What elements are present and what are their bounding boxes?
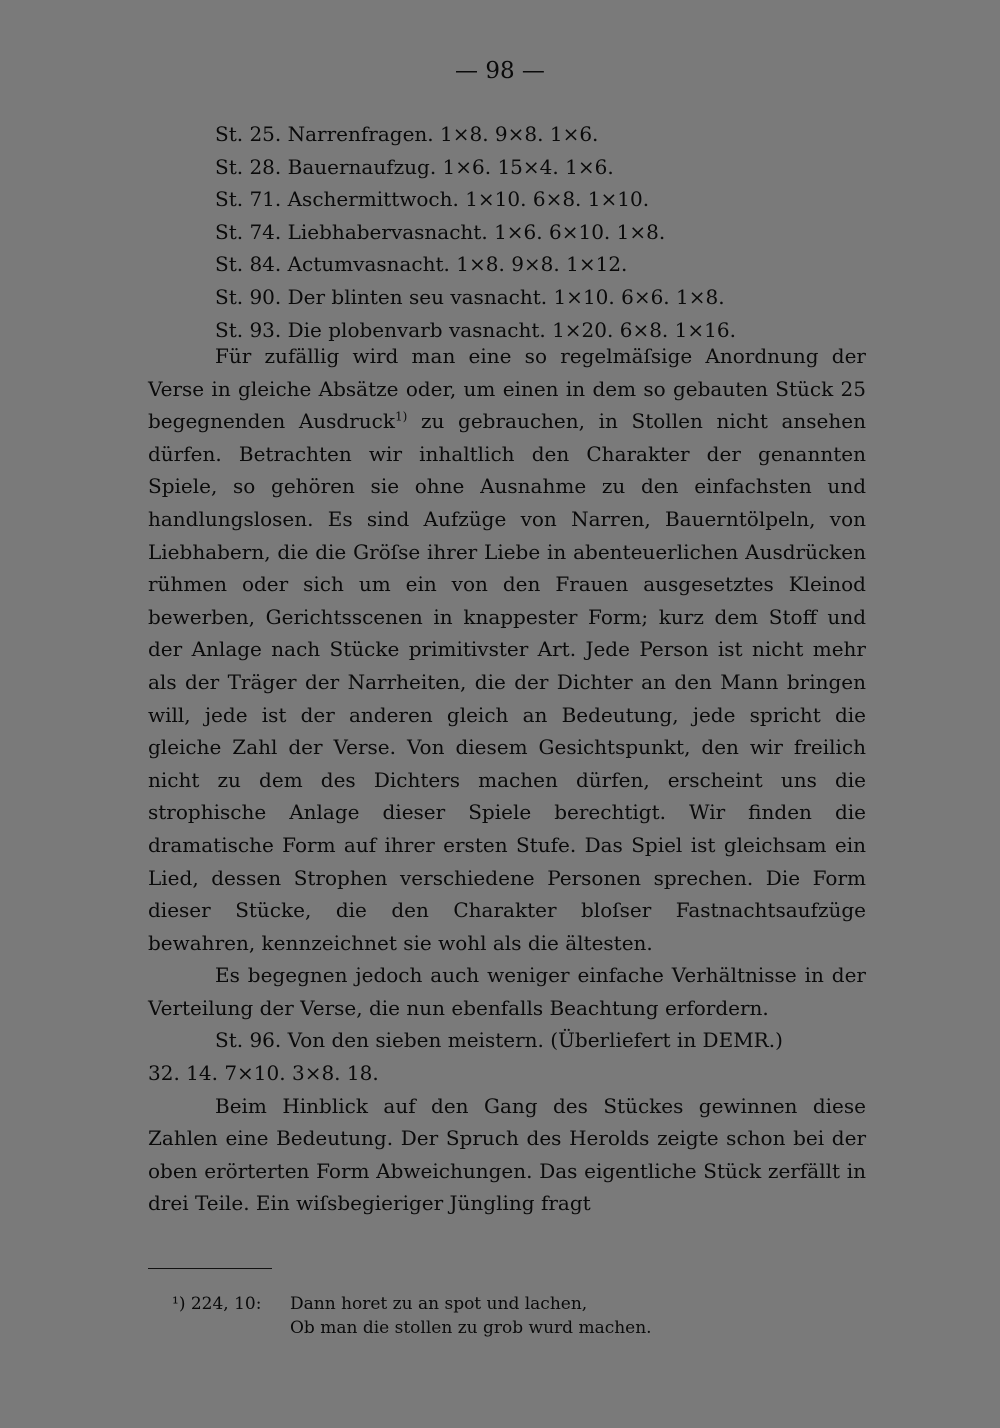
stueck-line: St. 74. Liebhabervasnacht. 1×6. 6×10. 1×8. — [215, 219, 666, 244]
footnote-ref: ¹) 224, 10: — [172, 1294, 262, 1314]
verse-formula: 32. 14. 7×10. 3×8. 18. — [148, 1061, 379, 1086]
paragraph-2: Es begegnen jedoch auch weniger einfache Verhältnisse in der Verteilung der Verse, die nun ebenfalls Beachtung erfordern. — [148, 963, 866, 1020]
footnote — [172, 1292, 652, 1340]
stueck-line: St. 71. Aschermittwoch. 1×10. 6×8. 1×10. — [215, 187, 650, 212]
stueck-line: St. 93. Die plobenvarb vasnacht. 1×20. 6×8. 1×16. — [215, 317, 736, 342]
footnote-row — [172, 1316, 652, 1340]
footnote-row — [172, 1292, 652, 1316]
stueck-line: St. 28. Bauernaufzug. 1×6. 15×4. 1×6. — [215, 154, 614, 179]
stueck-list — [215, 118, 875, 346]
paragraph-1-text-cont: zu gebrauchen, in Stollen nicht ansehen dürfen. Betrachten wir inhaltlich den Charakter der genannten Spiele, so gehören sie ohne Ausnahme zu den einfachsten und handlungslosen. Es sind Aufzüge von Narren, Bauerntölpeln, von Liebhabern, die die Gröſse ihrer Liebe in abenteuerlichen Ausdrücken rühmen oder sich um ein von den Frauen ausgesetztes Kleinod bewerben, Gerichtsscenen in knappester Form; kurz dem Stoff und der Anlage nach Stücke primitivster Art. Jede Person ist nicht mehr als der Träger der Narrheiten, die der Dichter an den Mann bringen will, jede ist der anderen gleich an Bedeutung, jede spricht die gleiche Zahl der Verse. Von diesem Gesichtspunkt, den wir freilich nicht zu dem des Dichters machen dürfen, erscheint uns die strophische Anlage dieser Spiele berechtigt. Wir finden die dramatische Form auf ihrer ersten Stufe. Das Spiel ist gleichsam ein Lied, dessen Strophen verschiedene Personen sprechen. Die Form dieser Stücke, die den Charakter bloſser Fastnachtsaufzüge bewahren, kennzeichnet sie wohl als die ältesten. — [148, 409, 866, 955]
footnote-line-1: Dann horet zu an spot und lachen, — [290, 1294, 588, 1314]
paragraph-1 — [148, 340, 866, 959]
paragraph-4: Beim Hinblick auf den Gang des Stückes gewinnen diese Zahlen eine Bedeutung. Der Spruch des Herolds zeigte schon bei der oben erörterten Form Abweichungen. Das eigentliche Stück zerfällt in drei Teile. Ein wiſsbegieriger Jüngling fragt — [148, 1093, 866, 1216]
paragraph-1-text: Für zufällig wird man eine so regelmäſsige Anordnung der Verse in gleiche Absätze oder, um einen in dem so gebauten Stück 25 begegnenden Ausdruck — [148, 344, 866, 434]
footnote-divider — [148, 1268, 272, 1269]
footnote-line-2: Ob man die stollen zu grob wurd machen. — [290, 1318, 652, 1338]
stueck-line: St. 25. Narrenfragen. 1×8. 9×8. 1×6. — [215, 122, 599, 146]
stueck-line: St. 90. Der blinten seu vasnacht. 1×10. 6×6. 1×8. — [215, 284, 725, 309]
body-text — [148, 340, 866, 1220]
page-number: — 98 — — [455, 58, 545, 84]
paragraph-3: St. 96. Von den sieben meistern. (Überliefert in DEMR.) — [215, 1028, 783, 1053]
stueck-line: St. 84. Actumvasnacht. 1×8. 9×8. 1×12. — [215, 252, 628, 277]
footnote-ref-spacer — [172, 1316, 290, 1340]
footnote-marker: 1) — [395, 409, 408, 424]
